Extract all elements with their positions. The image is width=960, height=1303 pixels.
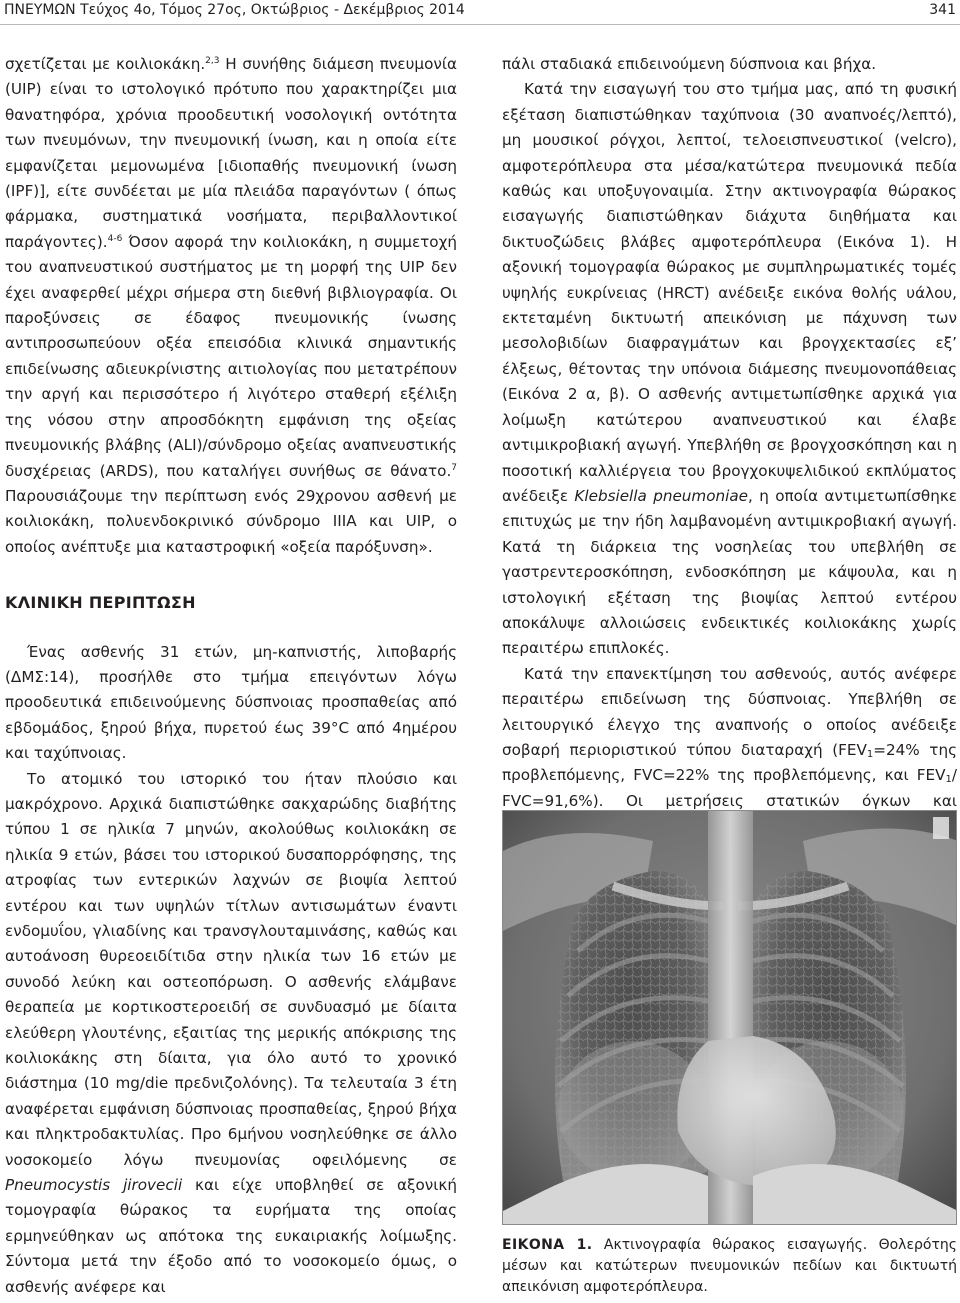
text-run: και είχε υποβληθεί σε αξονική τομογραφία θώρακος τα ευρήματα της οποίας ερμηνεύθηκαν ως απότοκα της ευκαιριακής λοίμωξης. Σύντομα μετά την έξοδο από το νοσοκομείο όμως, ο ασθενής ανέφερε και — [5, 1176, 458, 1296]
left-column — [5, 52, 457, 1300]
text-run: Κατά την εισαγωγή του στο τμήμα μας, από τη φυσική εξέταση διαπιστώθηκαν ταχύπνοια (30 αναπνοές/λεπτό), μη μουσικοί ρόγχοι, λεπτοί, τελοεισπνευστικοί (velcro), αμφοτερόπλευρα στα μέσα/κατώτερα πνευμονικά πεδία καθώς και υποξυγοναιμία. Στην ακτινογραφία θώρακος εισαγωγής διαπιστώθηκαν διάχυτα διηθήματα και δικτυοζώδεις βλάβες αμφοτερόπλευρα (Εικόνα 1). Η αξονική τομογραφία θώρακος με συμπληρωματικές τομές υψηλής ευκρίνειας (HRCT) ανέδειξε εικόνα θολής υάλου, εκτεταμένη δικτυωτή απεικόνιση με πάχυνση των μεσολοβιδίων διαφραγμάτων και βρογχεκτασίες εξ’ έλξεως, θέτοντας την υπόνοια διάμεσης πνευμονοπάθειας (Εικόνα 2 α, β). Ο ασθενής αντιμετωπίσθηκε αρχικά για λοίμωξη κατώτερου αναπνευστικού και έλαβε αντιμικροβιακή αγωγή. Υπεβλήθη σε βρογχοσκόπηση και η ποσοτική καλλιέργεια του βρογχοκυψελιδικού εκπλύματος ανέδειξε — [502, 80, 957, 505]
text-run: Όσον αφορά την κοιλιοκάκη, η συμμετοχή του αναπνευστικού συστήματος με τη μορφή της UIP δεν έχει αναφερθεί μέχρι σήμερα στη διεθνή βιβλιογραφία. Οι παροξύνσεις σε έδαφος πνευμονικής ίνωσης αντιπροσωπεύουν οξέα επεισόδια κλινικά σημαντικής επιδείνωσης αδιευκρίνιστης αιτιολογίας που μετατρέπουν την αργή και περισσότερο ή λιγότερο σταθερή εξέλιξη της νόσου στην απροσδόκητη εμφάνιση της οξείας πνευμονικής βλάβης (ALI)/σύνδρομο οξείας αναπνευστικής δυσχέρειας (ARDS), που καταλήγει συνήθως σε θάνατο. — [5, 232, 457, 480]
italic-term: Klebsiella pneumoniae — [574, 486, 749, 505]
subscript: 1 — [945, 774, 952, 786]
header-rule — [0, 24, 960, 25]
intro-paragraph — [5, 52, 457, 560]
citation-superscript: 2,3 — [205, 56, 220, 66]
chest-xray-image — [503, 811, 957, 1225]
text-run: , η οποία αντιμετωπίσθηκε επιτυχώς με την ήδη λαμβανομένη αντιμικροβιακή αγωγή. Κατά τη διάρκεια της νοσηλείας του υπεβλήθη σε γαστρεντεροσκόπηση, ενδοσκόπηση με κάψουλα, και η ιστολογική εξέταση της βιοψίας λεπτού εντέρου αποκάλυψε αλλοιώσεις ενδεικτικές κοιλιοκάκης χωρίς περαιτέρω επιπλοκές. — [502, 486, 958, 658]
case-paragraph-1 — [5, 640, 457, 767]
text-run: Κατά την επανεκτίμηση του ασθενούς, αυτός ανέφερε περαιτέρω επιδείνωση της δύσπνοιας. Υπεβλήθη σε λειτουργικό έλεγχο της αναπνοής ο οποίος ανέδειξε σοβαρή περιοριστικού τύπου διαταραχή (FEV — [502, 664, 957, 759]
citation-superscript: 7 — [451, 462, 457, 473]
history-paragraph — [5, 767, 457, 1301]
section-heading: ΚΛΙΝΙΚΗ ΠΕΡΙΠΤΩΣΗ — [5, 593, 196, 613]
page-number: 341 — [929, 2, 956, 18]
continuation-paragraph — [502, 52, 957, 77]
admission-paragraph — [502, 77, 957, 661]
text-run: σχετίζεται με κοιλιοκάκη. — [5, 55, 206, 73]
text-run: / FVC=91,6%). Οι μετρήσεις στατικών όγκων και — [502, 766, 957, 810]
text-run: Ένας ασθενής 31 ετών, μη-καπνιστής, λιποβαρής (ΔΜΣ:14), προσήλθε στο τμήμα επειγόντων λόγω προοδευτικά επιδεινούμενης δύσπνοιας προσπαθείας από εβδομάδος, ξηρού βήχα, πυρετού έως 39°C από 4ημέρου και ταχύπνοιας. — [5, 642, 457, 763]
italic-term: Pneumocystis jirovecii — [5, 1176, 183, 1195]
subscript: 1 — [866, 748, 874, 760]
text-run: Παρουσιάζουμε την περίπτωση ενός 29χρονου ασθενή με κοιλιοκάκη, πολυενδοκρινικό σύνδρομο IIIA και UIP, ο οποίος ανέπτυξε μια καταστροφική «οξεία παρόξυνση». — [5, 486, 457, 556]
text-run: πάλι σταδιακά επιδεινούμενη δύσπνοια και βήχα. — [502, 55, 877, 73]
text-run: =24% της προβλεπόμενης, FVC=22% της προβλεπόμενης, και FEV — [502, 740, 957, 785]
running-header — [0, 0, 960, 26]
text-run: Η συνήθης διάμεση πνευμονία (UIP) είναι το ιστολογικό πρότυπο που χαρακτηρίζει μια θανατηφόρα, χρόνια προοδευτική νοσολογική οντότητα των πνευμόνων, την πνευμονική ίνωση, και η οποία είτε εμφανίζεται μεμονωμένα [ιδιοπαθής πνευμονική ίνωση (IPF)], είτε συνδέεται με μία πλειάδα παραγόντων ( όπως φάρμακα, συστηματικά νοσήματα, περιβαλλοντικοί παράγοντες). — [5, 55, 457, 251]
right-column — [502, 52, 957, 840]
figure-caption-text: Ακτινογραφία θώρακος εισαγωγής. Θολερότης μέσων και κατώτερων πνευμονικών πεδίων και δικτυωτή απεικόνιση αμφοτερόπλευρα. — [502, 1237, 957, 1295]
text-run: Το ατομικό του ιστορικό του ήταν πλούσιο και μακρόχρονο. Αρχικά διαπιστώθηκε σακχαρώδης διαβήτης τύπου 1 σε ηλικία 7 μηνών, ακολούθως κοιλιοκάκη σε ηλικία 9 ετών, βάσει του ιστορικού δυσαπορρόφησης, της ατροφίας των εντερικών λαχνών σε βιοψία λεπτού εντέρου και των υψηλών τίτλων αντισωμάτων έναντι ενδομυΐου, γλιαδίνης και τρανσγλουταμινάσης, καθώς και αυτοάνοση θυρεοειδίτιδα στην ηλικία των 16 ετών με συνοδό λεύκη και οστεοπόρωση. Ο ασθενής ελάμβανε θεραπεία με κορτικοστεροειδή σε συνδυασμό με δίαιτα ελεύθερη γλουτένης, εξαιτίας της μερικής απόκρισης της κοιλιοκάκης στη δίαιτα, για όλο αυτό το χρονικό διάστημα (10 mg/die πρεδνιζολόνης). Τα τελευταία 3 έτη αναφέρεται εμφάνιση δύσπνοιας προσπαθείας, ξηρού βήχα και πληκτροδακτυλίας. Προ 6μήνου νοσηλεύθηκε σε άλλο νοσοκομείο λόγω πνευμονίας οφειλόμενης σε — [5, 769, 457, 1169]
figure-caption — [502, 1235, 957, 1298]
chest-xray-figure — [502, 810, 957, 1225]
figure-label: ΕΙΚΟΝΑ 1. — [502, 1237, 593, 1253]
journal-title: ΠΝΕΥΜΩΝ Τεύχος 4ο, Τόμος 27ος, Οκτώβριος - Δεκέμβριος 2014 — [4, 2, 465, 18]
citation-superscript: 4-6 — [107, 233, 123, 244]
